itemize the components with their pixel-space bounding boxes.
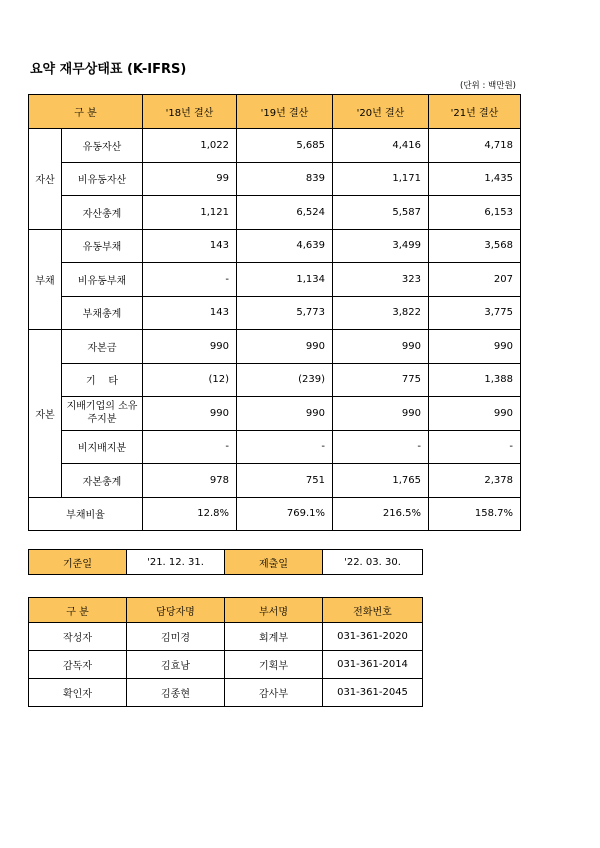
- table-row: [29, 363, 521, 397]
- cell: 839: [237, 162, 333, 196]
- cell: 031-361-2014: [323, 651, 423, 679]
- cell: 3,775: [429, 296, 521, 330]
- cell: 158.7%: [429, 497, 521, 531]
- cell: 978: [143, 464, 237, 498]
- row-label: 자산총계: [62, 196, 143, 230]
- cell: 1,121: [143, 196, 237, 230]
- header-person: 담당자명: [127, 598, 225, 623]
- cell: 회계부: [225, 623, 323, 651]
- cell: 323: [333, 263, 429, 297]
- table-row: [29, 296, 521, 330]
- cell: -: [429, 430, 521, 464]
- table-row: [29, 623, 423, 651]
- header-2019: '19년 결산: [237, 95, 333, 129]
- row-label: 자본금: [62, 330, 143, 364]
- group-label: 부채: [29, 229, 62, 330]
- cell: 031-361-2045: [323, 679, 423, 707]
- cell: 990: [429, 397, 521, 431]
- cell: 감사부: [225, 679, 323, 707]
- cell: 990: [237, 330, 333, 364]
- header-department: 부서명: [225, 598, 323, 623]
- table-row: [29, 651, 423, 679]
- header-category: 구 분: [29, 598, 127, 623]
- row-label: 부채비율: [29, 497, 143, 531]
- cell: 3,568: [429, 229, 521, 263]
- cell: -: [333, 430, 429, 464]
- debt-ratio-row: [29, 497, 521, 531]
- cell: 990: [143, 397, 237, 431]
- cell: -: [143, 430, 237, 464]
- group-label: 자산: [29, 129, 62, 230]
- table-row: [29, 679, 423, 707]
- cell: (12): [143, 363, 237, 397]
- table-row: [29, 464, 521, 498]
- cell: 751: [237, 464, 333, 498]
- cell: 1,171: [333, 162, 429, 196]
- row-label: 지배기업의 소유주지분: [62, 397, 143, 431]
- cell: (239): [237, 363, 333, 397]
- cell: 207: [429, 263, 521, 297]
- document-title: 요약 재무상태표 (K-IFRS): [30, 62, 187, 77]
- cell: 작성자: [29, 623, 127, 651]
- cell: 5,587: [333, 196, 429, 230]
- row-label: 유동자산: [62, 129, 143, 163]
- row-label: 비유동부채: [62, 263, 143, 297]
- table-row: [29, 397, 521, 431]
- row-label: 비유동자산: [62, 162, 143, 196]
- cell: 5,685: [237, 129, 333, 163]
- cell: 김미경: [127, 623, 225, 651]
- cell: 4,416: [333, 129, 429, 163]
- table-row: [29, 196, 521, 230]
- row-label: 부채총계: [62, 296, 143, 330]
- table-row: [29, 330, 521, 364]
- cell: 확인자: [29, 679, 127, 707]
- cell: 031-361-2020: [323, 623, 423, 651]
- header-phone: 전화번호: [323, 598, 423, 623]
- row-label: 자본총계: [62, 464, 143, 498]
- financial-header-row: [29, 95, 521, 129]
- base-date-label: 기준일: [29, 550, 127, 575]
- submit-date-label: 제출일: [225, 550, 323, 575]
- dates-table: [28, 549, 423, 575]
- cell: 3,499: [333, 229, 429, 263]
- contacts-table: [28, 597, 423, 707]
- table-row: [29, 162, 521, 196]
- cell: 990: [333, 397, 429, 431]
- cell: 5,773: [237, 296, 333, 330]
- cell: 990: [429, 330, 521, 364]
- cell: 990: [143, 330, 237, 364]
- cell: 775: [333, 363, 429, 397]
- table-row: [29, 430, 521, 464]
- unit-note: (단위 : 백만원): [460, 81, 516, 91]
- cell: 99: [143, 162, 237, 196]
- cell: -: [143, 263, 237, 297]
- base-date-value: '21. 12. 31.: [127, 550, 225, 575]
- cell: -: [237, 430, 333, 464]
- cell: 6,153: [429, 196, 521, 230]
- cell: 1,765: [333, 464, 429, 498]
- cell: 2,378: [429, 464, 521, 498]
- header-2018: '18년 결산: [143, 95, 237, 129]
- cell: 143: [143, 296, 237, 330]
- cell: 6,524: [237, 196, 333, 230]
- cell: 769.1%: [237, 497, 333, 531]
- cell: 4,639: [237, 229, 333, 263]
- cell: 감독자: [29, 651, 127, 679]
- table-row: [29, 263, 521, 297]
- group-label: 자본: [29, 330, 62, 498]
- cell: 3,822: [333, 296, 429, 330]
- cell: 216.5%: [333, 497, 429, 531]
- cell: 143: [143, 229, 237, 263]
- row-label: 기 타: [62, 363, 143, 397]
- table-row: [29, 129, 521, 163]
- cell: 김종현: [127, 679, 225, 707]
- header-2020: '20년 결산: [333, 95, 429, 129]
- cell: 4,718: [429, 129, 521, 163]
- table-row: [29, 229, 521, 263]
- header-category: 구 분: [29, 95, 143, 129]
- contacts-header-row: [29, 598, 423, 623]
- header-2021: '21년 결산: [429, 95, 521, 129]
- cell: 1,435: [429, 162, 521, 196]
- submit-date-value: '22. 03. 30.: [323, 550, 423, 575]
- financial-table: [28, 94, 521, 531]
- cell: 기획부: [225, 651, 323, 679]
- cell: 김효남: [127, 651, 225, 679]
- dates-row: [29, 550, 423, 575]
- cell: 1,388: [429, 363, 521, 397]
- cell: 1,022: [143, 129, 237, 163]
- cell: 1,134: [237, 263, 333, 297]
- cell: 12.8%: [143, 497, 237, 531]
- row-label: 유동부채: [62, 229, 143, 263]
- cell: 990: [333, 330, 429, 364]
- row-label: 비지배지분: [62, 430, 143, 464]
- cell: 990: [237, 397, 333, 431]
